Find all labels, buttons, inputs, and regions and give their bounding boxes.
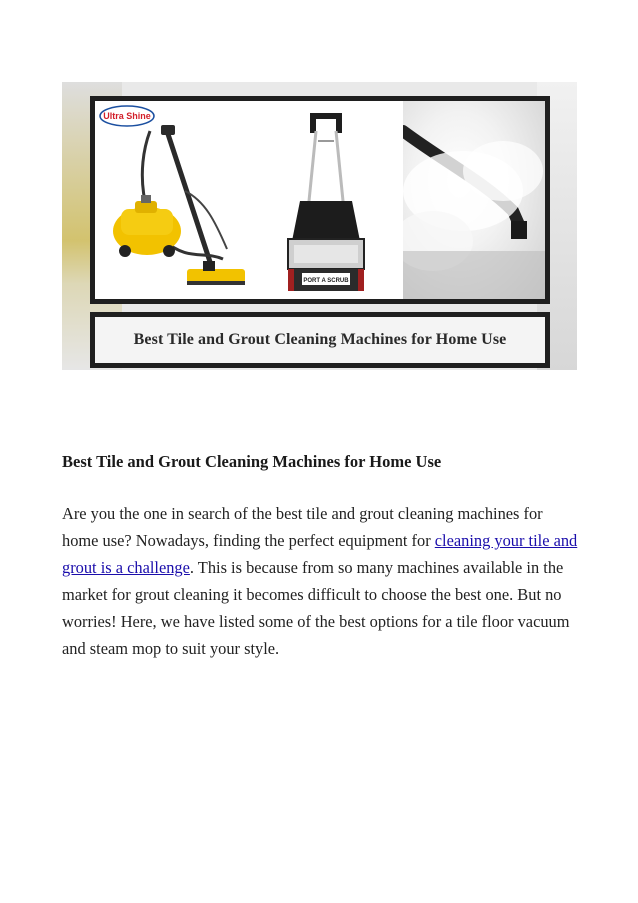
paragraph-text-end: . This is because from so many machines available in the market for grout cleaning it becomes difficult to choose the best one. But no worries! Here, we have listed some of the best options for a tile floor vacuum and steam mop to suit your style. (62, 558, 570, 658)
product-photo-frame (90, 96, 550, 304)
steam-cleaner-image (95, 101, 248, 299)
article-title: Best Tile and Grout Cleaning Machines for Home Use (62, 452, 442, 471)
banner-caption-box (90, 312, 550, 368)
ultra-shine-logo (99, 105, 155, 127)
article-paragraph (62, 500, 582, 662)
banner-caption: Best Tile and Grout Cleaning Machines for Home Use (133, 331, 507, 348)
paragraph-text-start: Are you the one in search of the best tile and grout cleaning machines for home use? Nowadays, finding the perfect equipment for (62, 504, 543, 550)
cleaning-tile-grout-link[interactable]: cleaning your tile and grout is a challenge (62, 531, 578, 577)
scrubber-brand-label: PORT A SCRUB (303, 278, 349, 284)
hero-banner-image (62, 82, 577, 370)
steam-nozzle-image (403, 101, 545, 299)
floor-scrubber-image (248, 101, 403, 299)
logo-text: Ultra Shine (103, 111, 151, 121)
